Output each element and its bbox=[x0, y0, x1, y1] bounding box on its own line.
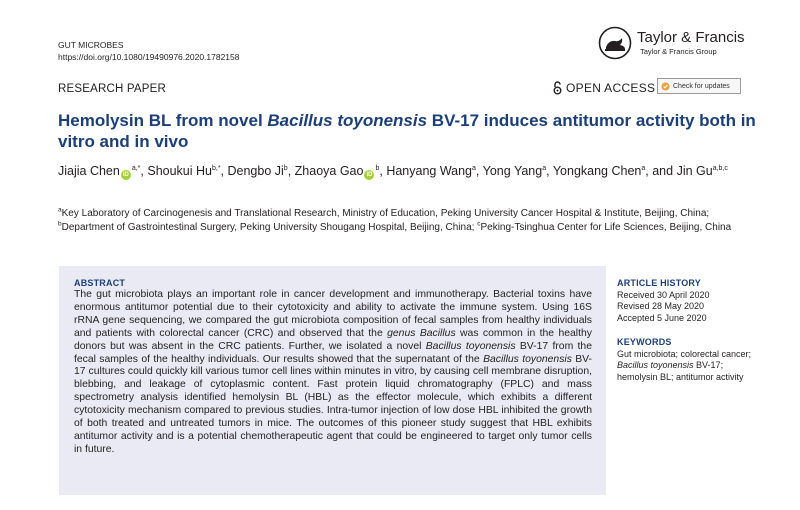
author-name[interactable]: Yong Yang bbox=[482, 164, 543, 178]
affiliation-text: Peking-Tsinghua Center for Life Sciences, Beijing, China bbox=[480, 221, 732, 233]
keywords-heading: KEYWORDS bbox=[617, 337, 672, 347]
abstract-run: BV-17 from the fecal samples of the healthy individuals. Our results showed that the supernatant of the bbox=[74, 340, 592, 365]
abstract-run: The gut microbiota plays an important role in cancer development and immunotherapy. Bacterial toxins have enormous antitumor potential due to their cytotoxicity and ability to activate the immune system. Using 16S rRNA gene sequencing, we compared the gut microbiota composition of fecal samples from healthy individuals and patients with colorectal cancer (CRC) and observed that the bbox=[74, 289, 592, 339]
check-updates-icon bbox=[661, 82, 670, 91]
author-affiliation-marker: a bbox=[641, 164, 646, 172]
author-name[interactable]: and Jin Gu bbox=[652, 164, 713, 178]
article-sidebar bbox=[617, 278, 757, 383]
keyword-run: Gut microbiota; colorectal cancer; bbox=[617, 348, 752, 359]
author-affiliation-marker: a,* bbox=[131, 164, 141, 172]
orcid-icon[interactable]: iD bbox=[366, 172, 373, 178]
affiliation-text: Department of Gastrointestinal Surgery, Peking University Shougang Hospital, Beijing, China; bbox=[61, 221, 478, 233]
author-affiliation-marker: a,b,c bbox=[712, 164, 728, 172]
check-updates-label: Check for updates bbox=[673, 82, 730, 90]
abstract-run: was common in the healthy donors but was absent in the CRC patients. Further, we isolated a novel bbox=[74, 327, 592, 352]
author-affiliation-marker: b,* bbox=[211, 164, 221, 172]
author-name[interactable]: Zhaoya Gao bbox=[294, 164, 364, 178]
author-name[interactable]: Hanyang Wang bbox=[386, 164, 473, 178]
author-affiliation-marker: a bbox=[472, 164, 476, 172]
abstract-text bbox=[74, 289, 592, 457]
orcid-icon[interactable]: iD bbox=[122, 172, 129, 178]
author-name[interactable]: Jiajia Chen bbox=[58, 164, 120, 178]
open-access-label bbox=[553, 81, 655, 95]
affiliation-marker: b bbox=[58, 220, 62, 228]
abstract-run: BV-17 cultures could quickly kill various tumor cell lines within minutes in vitro, by causing cell membrane disruption, blebbing, and leakage of cytoplasmic content. Fast protein liquid chromatography (FPLC) and mass spectrometry analysis identified hemolysin BL (HBL) as the effector molecule, which exhibits a different cytotoxicity mechanism compared to previous studies. Intra-tumor injection of low dose HBL inhibited the growth of both treated and untreated tumors in mice. The outcomes of this pioneer study suggest that HBL exhibits antitumor activity and is a potential chemotherapeutic agent that could be engineered to target only tumor cells in future. bbox=[74, 353, 592, 455]
keyword-run: Bacillus toyonensis bbox=[617, 360, 694, 370]
author-name[interactable]: Yongkang Chen bbox=[552, 164, 642, 178]
affiliation-marker: c bbox=[477, 220, 481, 228]
affiliation-marker: a bbox=[58, 206, 62, 214]
affiliations bbox=[58, 207, 758, 234]
accepted-date: Accepted 5 June 2020 bbox=[617, 312, 707, 323]
author-list: Jiajia Chen $iD^{a,*}$, Shoukui $Hu^{b,*}$, Dengbo Ji$^b$, Zhaoya Gao $iD^b$, Hanyang Wang$^a$, Yong Yang$^a$, Yongkang Chen$^a$, and Jin Gu$^{a,b,c}$ bbox=[58, 164, 728, 178]
abstract-run: Bacillus toyonensis bbox=[425, 340, 516, 352]
article-title: Hemolysin BL from novel Bacillus toyonensis BV-17 induces antitumor activity both in vitro and in vivo bbox=[58, 111, 756, 151]
author-name[interactable]: Dengbo Ji bbox=[227, 164, 284, 178]
open-access-text: OPEN ACCESS bbox=[566, 81, 656, 95]
keyword-run: BV-17; hemolysin BL; antitumor activity bbox=[617, 360, 744, 382]
check-for-updates-button[interactable] bbox=[657, 78, 741, 94]
publisher-group: Taylor & Francis Group bbox=[640, 47, 717, 56]
affiliation-text: Key Laboratory of Carcinogenesis and Translational Research, Ministry of Education, Peking University Cancer Hospital & Institute, Beijing, China; bbox=[61, 208, 710, 219]
doi-link[interactable]: https://doi.org/10.1080/19490976.2020.1782158 bbox=[58, 52, 240, 62]
abstract-run: genus Bacillus bbox=[387, 327, 456, 339]
article-history-heading: ARTICLE HISTORY bbox=[617, 278, 702, 288]
abstract-heading: ABSTRACT bbox=[74, 278, 126, 288]
revised-date: Revised 28 May 2020 bbox=[617, 301, 705, 311]
publisher-name: Taylor & Francis bbox=[637, 29, 745, 46]
author-affiliation-marker: b bbox=[375, 164, 380, 172]
open-access-lock-icon bbox=[553, 81, 562, 95]
author-affiliation-marker: a bbox=[542, 164, 547, 172]
abstract-run: Bacillus toyonensis bbox=[483, 353, 572, 365]
received-date: Received 30 April 2020 bbox=[617, 289, 710, 300]
author-affiliation-marker: b bbox=[283, 164, 288, 172]
abstract-box bbox=[59, 266, 606, 495]
author-name[interactable]: Shoukui Hu bbox=[147, 164, 212, 178]
article-type: RESEARCH PAPER bbox=[58, 83, 167, 95]
taylor-francis-logo-icon bbox=[598, 26, 632, 60]
keywords-text bbox=[617, 349, 757, 384]
journal-name: GUT MICROBES bbox=[58, 40, 124, 50]
